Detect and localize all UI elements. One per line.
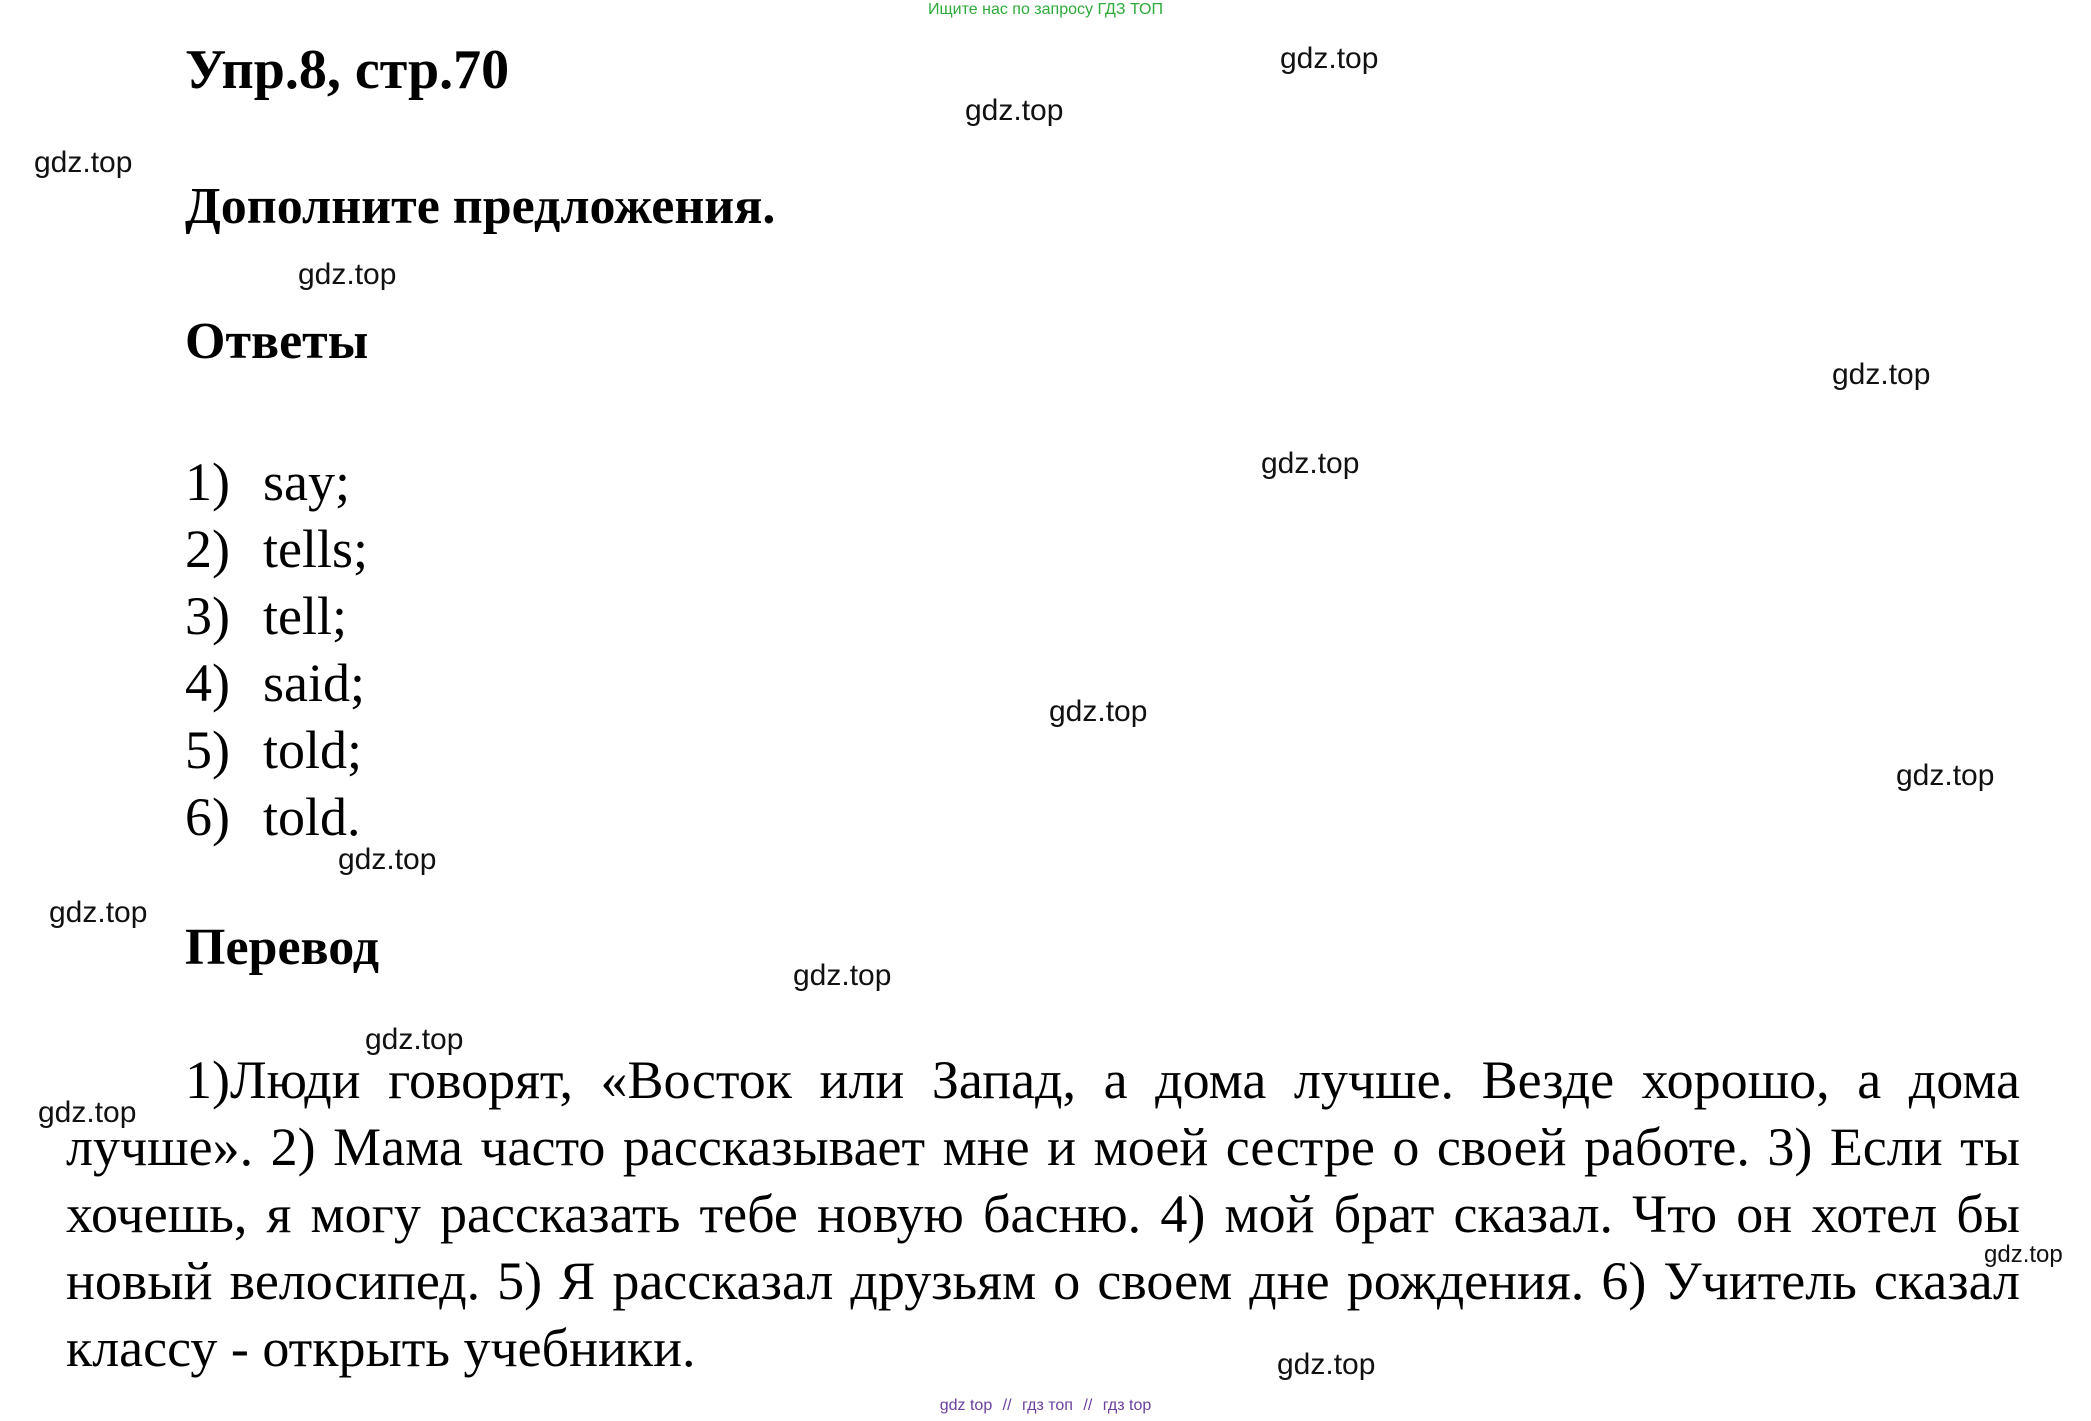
watermark: gdz.top [365,1023,464,1056]
answer-text: tell; [263,586,347,646]
bottom-banner-part: gdz top [939,1397,993,1414]
watermark: gdz.top [49,896,148,929]
translation-heading: Перевод [185,919,380,976]
bottom-banner-separator: // [1002,1397,1012,1414]
page-title: Упр.8, стр.70 [185,39,510,101]
watermark: gdz.top [1261,447,1360,480]
answer-number: 3) [185,586,230,646]
answer-item [185,784,368,851]
answer-item [185,650,368,717]
watermark: gdz.top [793,959,892,992]
watermark: gdz.top [298,258,397,291]
bottom-banner-separator: // [1083,1397,1093,1414]
answer-number: 6) [185,787,230,847]
watermark: gdz.top [1280,42,1379,75]
top-banner: Ищите нас по запросу ГДЗ ТОП [928,1,1163,18]
bottom-banner-part: гдз топ [1022,1397,1073,1414]
answer-item [185,516,368,583]
answers-list [185,449,368,851]
watermark: gdz.top [34,146,133,179]
bottom-banner-part: гдз top [1102,1397,1152,1414]
answer-item [185,717,368,784]
watermark: gdz.top [1049,695,1148,728]
translation-text: 1)Люди говорят, «Восток или Запад, а дома лучше. Везде хорошо, а дома лучше». 2) Мама часто рассказывает мне и моей сестре о своей работе. 3) Если ты хочешь, я могу рассказать тебе новую басню. 4) мой брат сказал. Что он хотел бы новый велосипед. 5) Я рассказал друзьям о своем дне рождения. 6) Учитель сказал классу - открыть учебники. [66,1050,2020,1378]
answer-number: 1) [185,452,230,512]
answer-text: say; [263,452,350,512]
bottom-banner [0,1397,2091,1415]
watermark: gdz.top [1984,1241,2063,1268]
watermark: gdz.top [1277,1348,1376,1381]
watermark: gdz.top [965,94,1064,127]
watermark: gdz.top [338,843,437,876]
answer-number: 4) [185,653,230,713]
answers-heading: Ответы [185,313,369,370]
watermark: gdz.top [1896,759,1995,792]
answer-text: told. [263,787,361,847]
answer-text: tells; [263,519,368,579]
answer-number: 2) [185,519,230,579]
watermark: gdz.top [1832,358,1931,391]
task-instruction: Дополните предложения. [185,178,776,235]
answer-item [185,449,368,516]
answer-text: said; [263,653,365,713]
answer-number: 5) [185,720,230,780]
answer-item [185,583,368,650]
watermark: gdz.top [38,1096,137,1129]
answer-text: told; [263,720,363,780]
